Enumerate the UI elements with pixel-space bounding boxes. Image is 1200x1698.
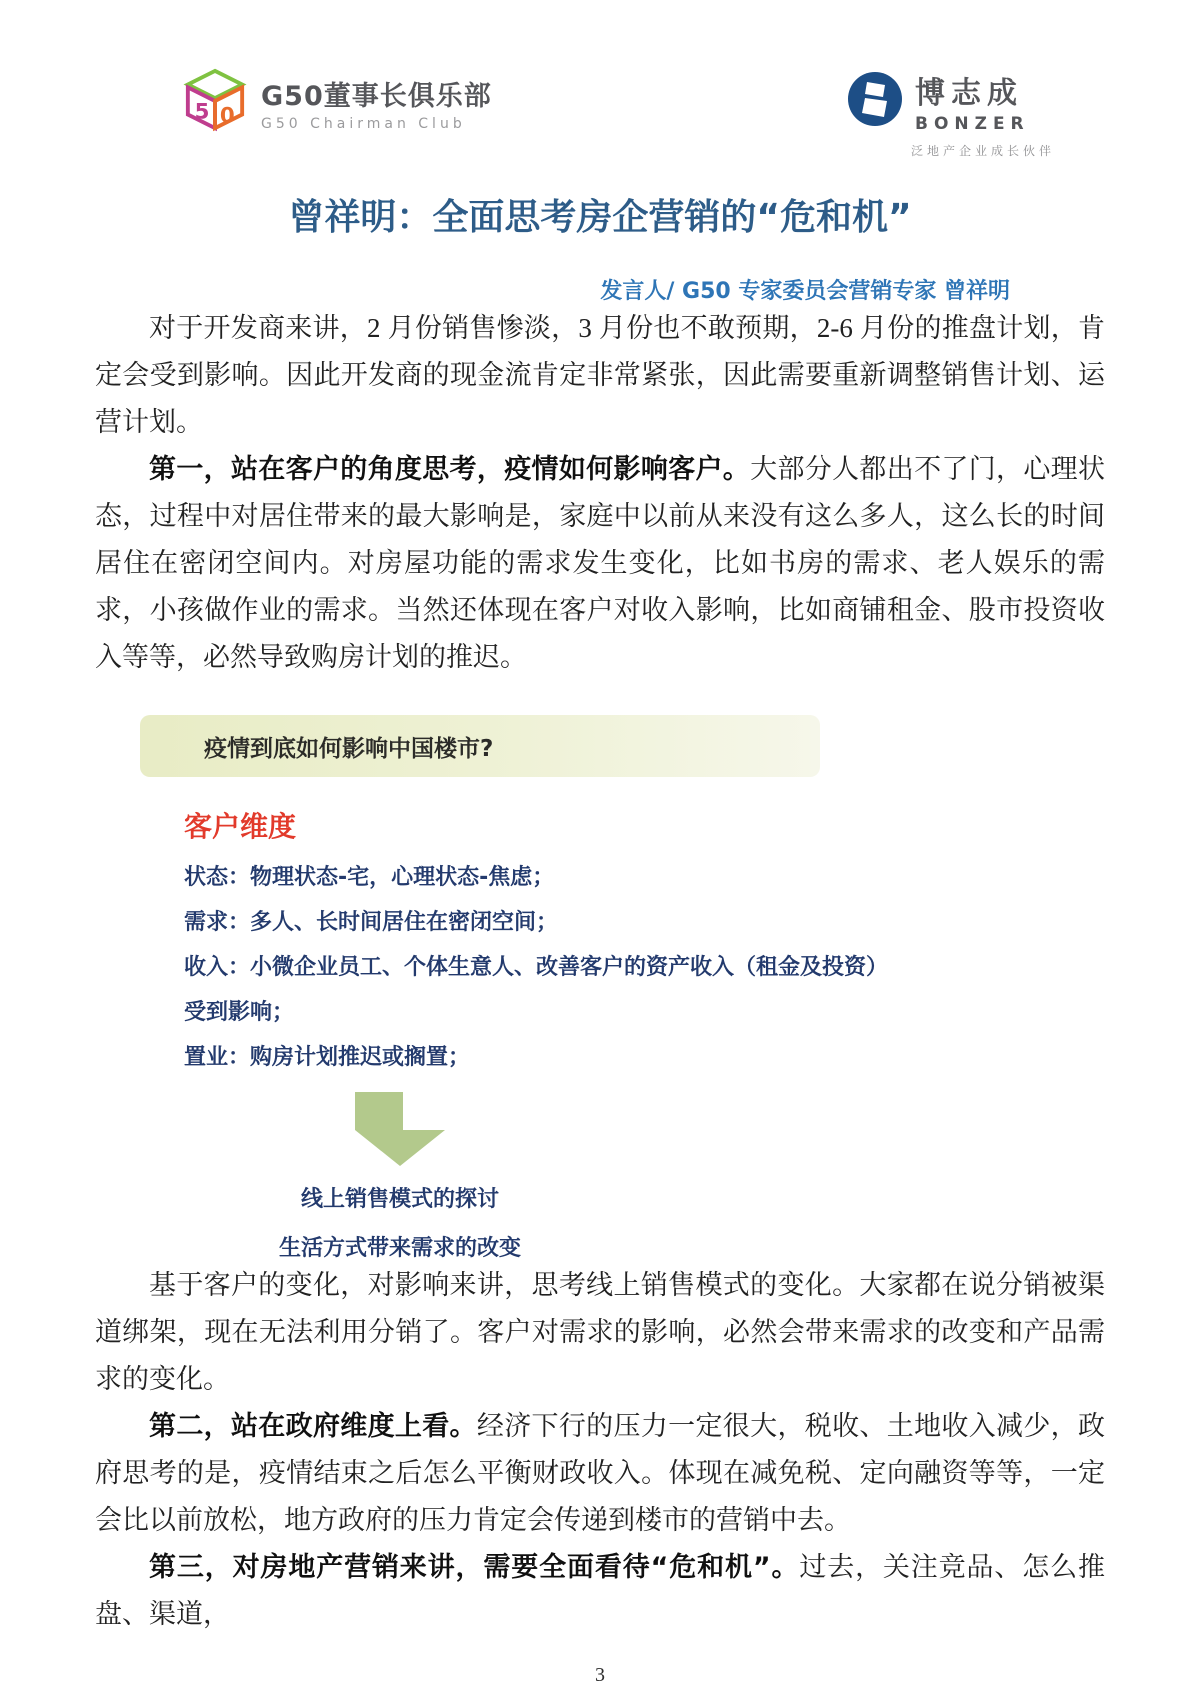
figure-section-title: 客户维度 xyxy=(184,810,297,843)
bonzer-circle-logo-icon xyxy=(847,71,903,132)
bonzer-logo-title: 博志成 xyxy=(914,76,1023,111)
figure-line-status: 状态：物理状态-宅，心理状态-焦虑； xyxy=(184,865,555,890)
figure-line-income-cont: 受到影响； xyxy=(184,1000,295,1025)
bonzer-logo-tagline: 泛地产企业成长伙伴 xyxy=(910,144,1055,158)
paragraph-text: 对于开发商来讲，2 月份销售惨淡，3 月份也不敢预期，2-6 月份的推盘计划，肯定会受到影响。因此开发商的现金流肯定非常紧张，因此需要重新调整销售计划、运营计划。 xyxy=(95,313,1105,437)
paragraph-lead: 第二，站在政府维度上看。 xyxy=(149,1411,477,1442)
g50-logo-text xyxy=(261,74,492,132)
svg-text:0: 0 xyxy=(219,103,235,129)
paragraph-intro xyxy=(95,305,1105,446)
bonzer-logo xyxy=(847,68,1055,159)
figure-line-purchase: 置业：购房计划推迟或搁置； xyxy=(184,1045,471,1070)
page-number: 3 xyxy=(595,1664,605,1686)
svg-text:5: 5 xyxy=(194,99,210,125)
paragraph-text: 过去，关注竞品、怎么推盘、渠道， xyxy=(95,1552,1106,1629)
down-arrow-icon xyxy=(355,1092,445,1166)
page-header xyxy=(95,68,1105,159)
paragraph-text: 基于客户的变化，对影响来讲，思考线上销售模式的变化。大家都在说分销被渠道绑架，现在无法利用分销了。客户对需求的影响，必然会带来需求的改变和产品需求的变化。 xyxy=(95,1270,1105,1394)
figure-line-demand: 需求：多人、长时间居住在密闭空间； xyxy=(184,910,559,935)
paragraph-customer-change xyxy=(95,1262,1105,1403)
figure-line-income: 收入：小微企业员工、个体生意人、改善客户的资产收入（租金及投资） xyxy=(184,955,889,980)
paragraph-text: 大部分人都出不了门，心理状态，过程中对居住带来的最大影响是，家庭中以前从来没有这么多人，这么长的时间居住在密闭空间内。对房屋功能的需求发生变化，比如书房的需求、老人娱乐的需求，小孩做作业的需求。当然还体现在客户对收入影响，比如商铺租金、股市投资收入等等，必然导致购房计划的推迟。 xyxy=(95,454,1106,672)
g50-logo xyxy=(183,68,492,137)
figure-header-banner: 疫情到底如何影响中国楼市? xyxy=(140,715,820,777)
page-title: 曾祥明：全面思考房企营销的“危和机” xyxy=(288,197,912,238)
paragraph-lead: 第一，站在客户的角度思考，疫情如何影响客户。 xyxy=(149,454,751,485)
figure-outcome-lifestyle: 生活方式带来需求的改变 xyxy=(278,1236,521,1261)
paragraph-first-point xyxy=(95,446,1105,681)
speaker-byline: 发言人/ G50 专家委员会营销专家 曾祥明 xyxy=(600,279,1010,304)
paragraph-lead: 第三，对房地产营销来讲，需要全面看待“危和机”。 xyxy=(149,1552,800,1583)
slide-figure xyxy=(140,715,889,1262)
bonzer-logo-latin: BONZER xyxy=(914,114,1030,134)
figure-outcome-online-sales: 线上销售模式的探讨 xyxy=(300,1187,499,1212)
g50-cube-logo-icon xyxy=(183,68,247,137)
g50-logo-subtitle: G50 Chairman Club xyxy=(261,115,466,132)
paragraph-third-point xyxy=(95,1544,1105,1638)
paragraph-text: 经济下行的压力一定很大，税收、土地收入减少，政府思考的是，疫情结束之后怎么平衡财政收入。体现在减免税、定向融资等等，一定会比以前放松，地方政府的压力肯定会传递到楼市的营销中去。 xyxy=(95,1411,1106,1535)
g50-logo-title: G50董事长俱乐部 xyxy=(261,80,492,112)
paragraph-second-point xyxy=(95,1403,1105,1544)
figure-bullet-lines xyxy=(184,855,889,1080)
